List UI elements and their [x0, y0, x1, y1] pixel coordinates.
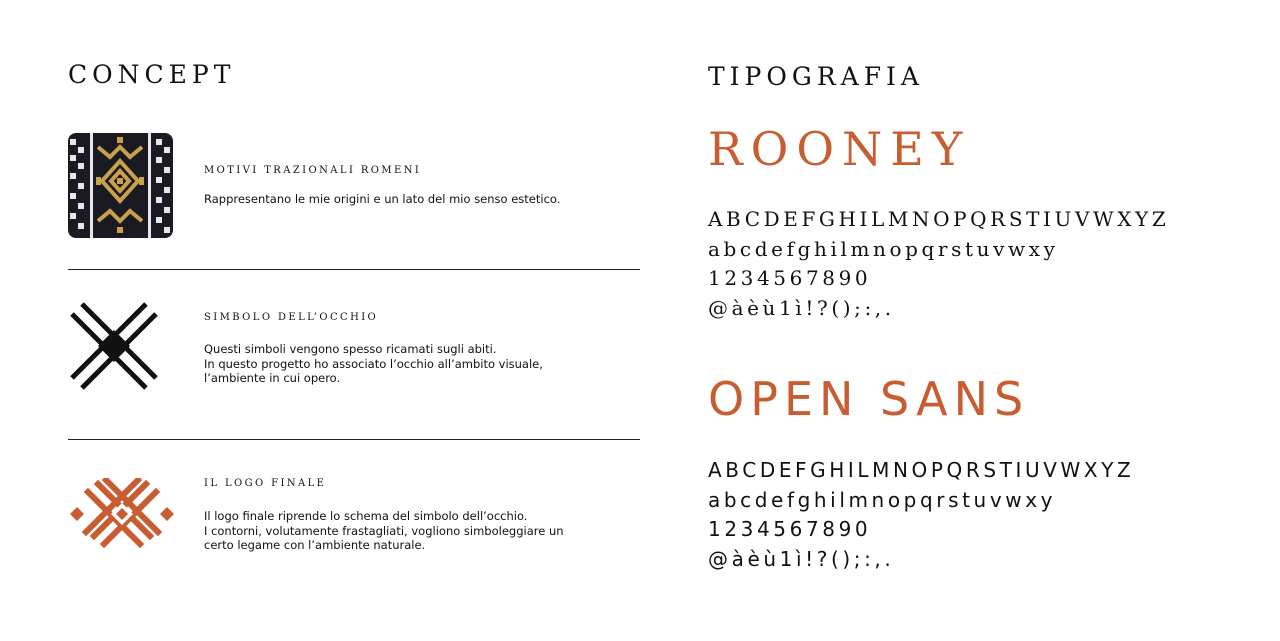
sample-uppercase: ABCDEFGHILMNOPQRSTIUVWXYZ — [708, 207, 1170, 231]
font-name-open-sans: OPEN SANS — [708, 372, 1030, 426]
description-line: Rappresentano le mie origini e un lato del mio senso estetico. — [204, 192, 561, 206]
concept-item-heading: MOTIVI TRAZIONALI ROMENI — [204, 165, 422, 176]
font-sample-open-sans — [708, 456, 1134, 574]
description-line: I contorni, volutamente frastagliati, vogliono simboleggiare un — [204, 523, 564, 538]
concept-item-description — [204, 509, 644, 553]
sample-uppercase: ABCDEFGHILMNOPQRSTIUVWXYZ — [708, 458, 1135, 482]
embroidery-photo — [68, 133, 173, 238]
concept-title: CONCEPT — [68, 60, 236, 89]
divider — [68, 269, 640, 270]
final-logo-icon — [68, 478, 176, 550]
typography-title: TIPOGRAFIA — [708, 62, 924, 91]
divider — [68, 439, 640, 440]
description-line: l’ambiente in cui opero. — [204, 371, 341, 385]
concept-item-motivi — [68, 133, 640, 243]
sample-digits: 1234567890 — [708, 266, 872, 290]
eye-symbol-icon — [68, 300, 160, 392]
font-name-rooney: ROONEY — [708, 122, 971, 176]
concept-item-heading: SIMBOLO DELL’OCCHIO — [204, 312, 379, 323]
concept-item-logo — [68, 478, 640, 568]
concept-item-description — [204, 342, 644, 386]
description-line: certo legame con l’ambiente naturale. — [204, 538, 426, 552]
sample-symbols: @àèù1ì!?();:,. — [708, 546, 895, 571]
sample-lowercase: abcdefghilmnopqrstuvwxy — [708, 487, 1057, 512]
font-sample-rooney — [708, 205, 1169, 323]
concept-item-description — [204, 192, 644, 207]
description-line: In questo progetto ho associato l’occhio all’ambito visuale, — [204, 356, 543, 371]
sample-lowercase: abcdefghilmnopqrstuvwxy — [708, 236, 1059, 261]
description-line: Questi simboli vengono spesso ricamati sugli abiti. — [204, 342, 497, 356]
concept-item-simbolo — [68, 300, 640, 400]
sample-digits: 1234567890 — [708, 517, 872, 541]
concept-item-heading: IL LOGO FINALE — [204, 478, 327, 489]
sample-symbols: @àèù1ì!?();:,. — [708, 295, 895, 320]
description-line: Il logo finale riprende lo schema del simbolo dell’occhio. — [204, 509, 528, 523]
